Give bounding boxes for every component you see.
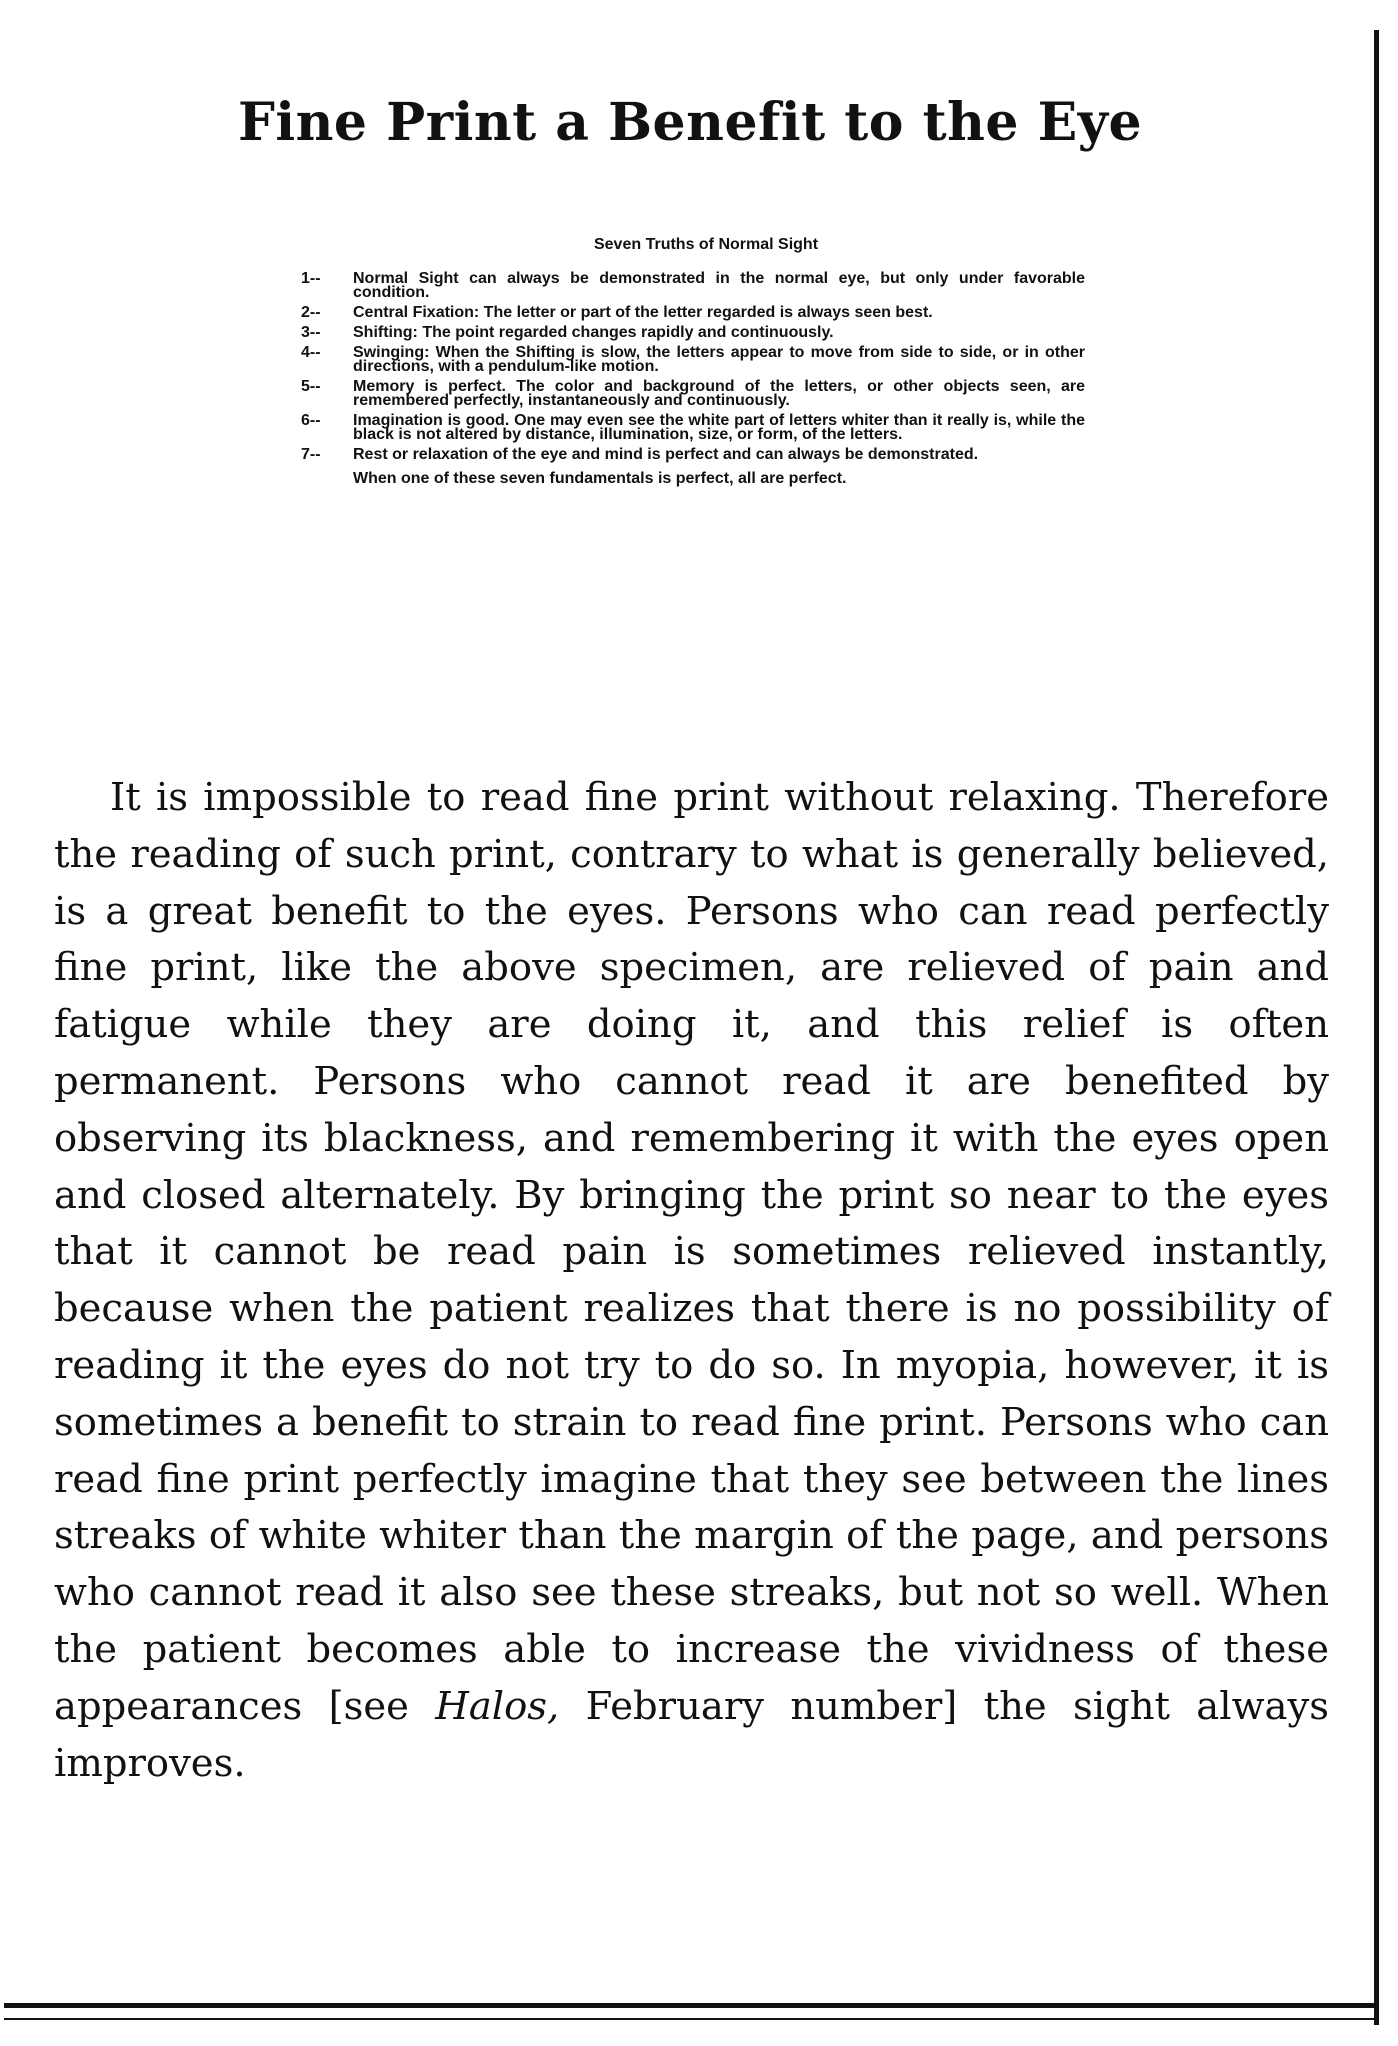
truth-number: 1-- — [301, 270, 321, 287]
page-border-bottom — [4, 2003, 1379, 2008]
truth-number: 3-- — [301, 324, 321, 341]
body-text-part-1: It is impossible to read fine print without relaxing. Therefore the reading of such print, contrary to what is generally believed, is a great benefit to the eyes. Persons who can read perfectly fine print, like the above specimen, are relieved of pain and fatigue while they are doing it, and this relief is often permanent. Persons who cannot read it are benefited by observing its blackness, and remembering it with the eyes open and closed alternately. By bringing the print so near to the eyes that it cannot be read pain is sometimes relieved instantly, because when the patient realizes that there is no possibility of reading it the eyes do not try to do so. In myopia, however, it is sometimes a benefit to strain to read fine print. Persons who can read fine print perfectly imagine that they see between the lines streaks of white whiter than the margin of the page, and persons who cannot read it also see these streaks, but not so well. When the patient becomes able to increase the vividness of these appearances [see — [54, 775, 1329, 1729]
truth-item — [301, 412, 1085, 443]
truth-text: Central Fixation: The letter or part of the letter regarded is always seen best. — [353, 304, 933, 321]
page-title: Fine Print a Benefit to the Eye — [237, 92, 1143, 153]
truth-text: Rest or relaxation of the eye and mind is perfect and can always be demonstrated. — [353, 446, 979, 463]
seven-truths-list — [301, 270, 1085, 463]
truth-number: 7-- — [301, 446, 321, 463]
truth-item — [301, 446, 1085, 463]
truth-item — [301, 344, 1085, 375]
fine-print-specimen — [301, 236, 1085, 487]
fine-print-heading: Seven Truths of Normal Sight — [593, 236, 819, 253]
truth-number: 4-- — [301, 344, 321, 361]
truth-text: Memory is perfect. The color and background of the letters, or other objects seen, are remembered perfectly, instantaneously and continuously. — [353, 378, 1085, 409]
truth-text: Normal Sight can always be demonstrated in the normal eye, but only under favorable condition. — [353, 270, 1085, 301]
body-paragraph — [54, 770, 1329, 1792]
truth-item — [301, 324, 1085, 341]
truth-item — [301, 378, 1085, 409]
page-border-right — [1374, 30, 1379, 2025]
truth-number: 6-- — [301, 412, 321, 429]
body-text-part-2: February number] the sight always improves. — [54, 1683, 1329, 1786]
page-border-bottom-thin — [4, 2018, 1379, 2020]
truth-text: Shifting: The point regarded changes rapidly and continuously. — [353, 324, 834, 341]
truth-text: Swinging: When the Shifting is slow, the letters appear to move from side to side, or in other directions, with a pendulum-like motion. — [353, 344, 1085, 375]
truth-item — [301, 304, 1085, 321]
fine-print-closing: When one of these seven fundamentals is perfect, all are perfect. — [353, 470, 847, 487]
body-text-italic: Halos, — [435, 1683, 560, 1729]
truth-item — [301, 270, 1085, 301]
truth-number: 2-- — [301, 304, 321, 321]
truth-number: 5-- — [301, 378, 321, 395]
truth-text: Imagination is good. One may even see the white part of letters whiter than it really is, while the black is not altered by distance, illumination, size, or form, of the letters. — [353, 412, 1085, 443]
